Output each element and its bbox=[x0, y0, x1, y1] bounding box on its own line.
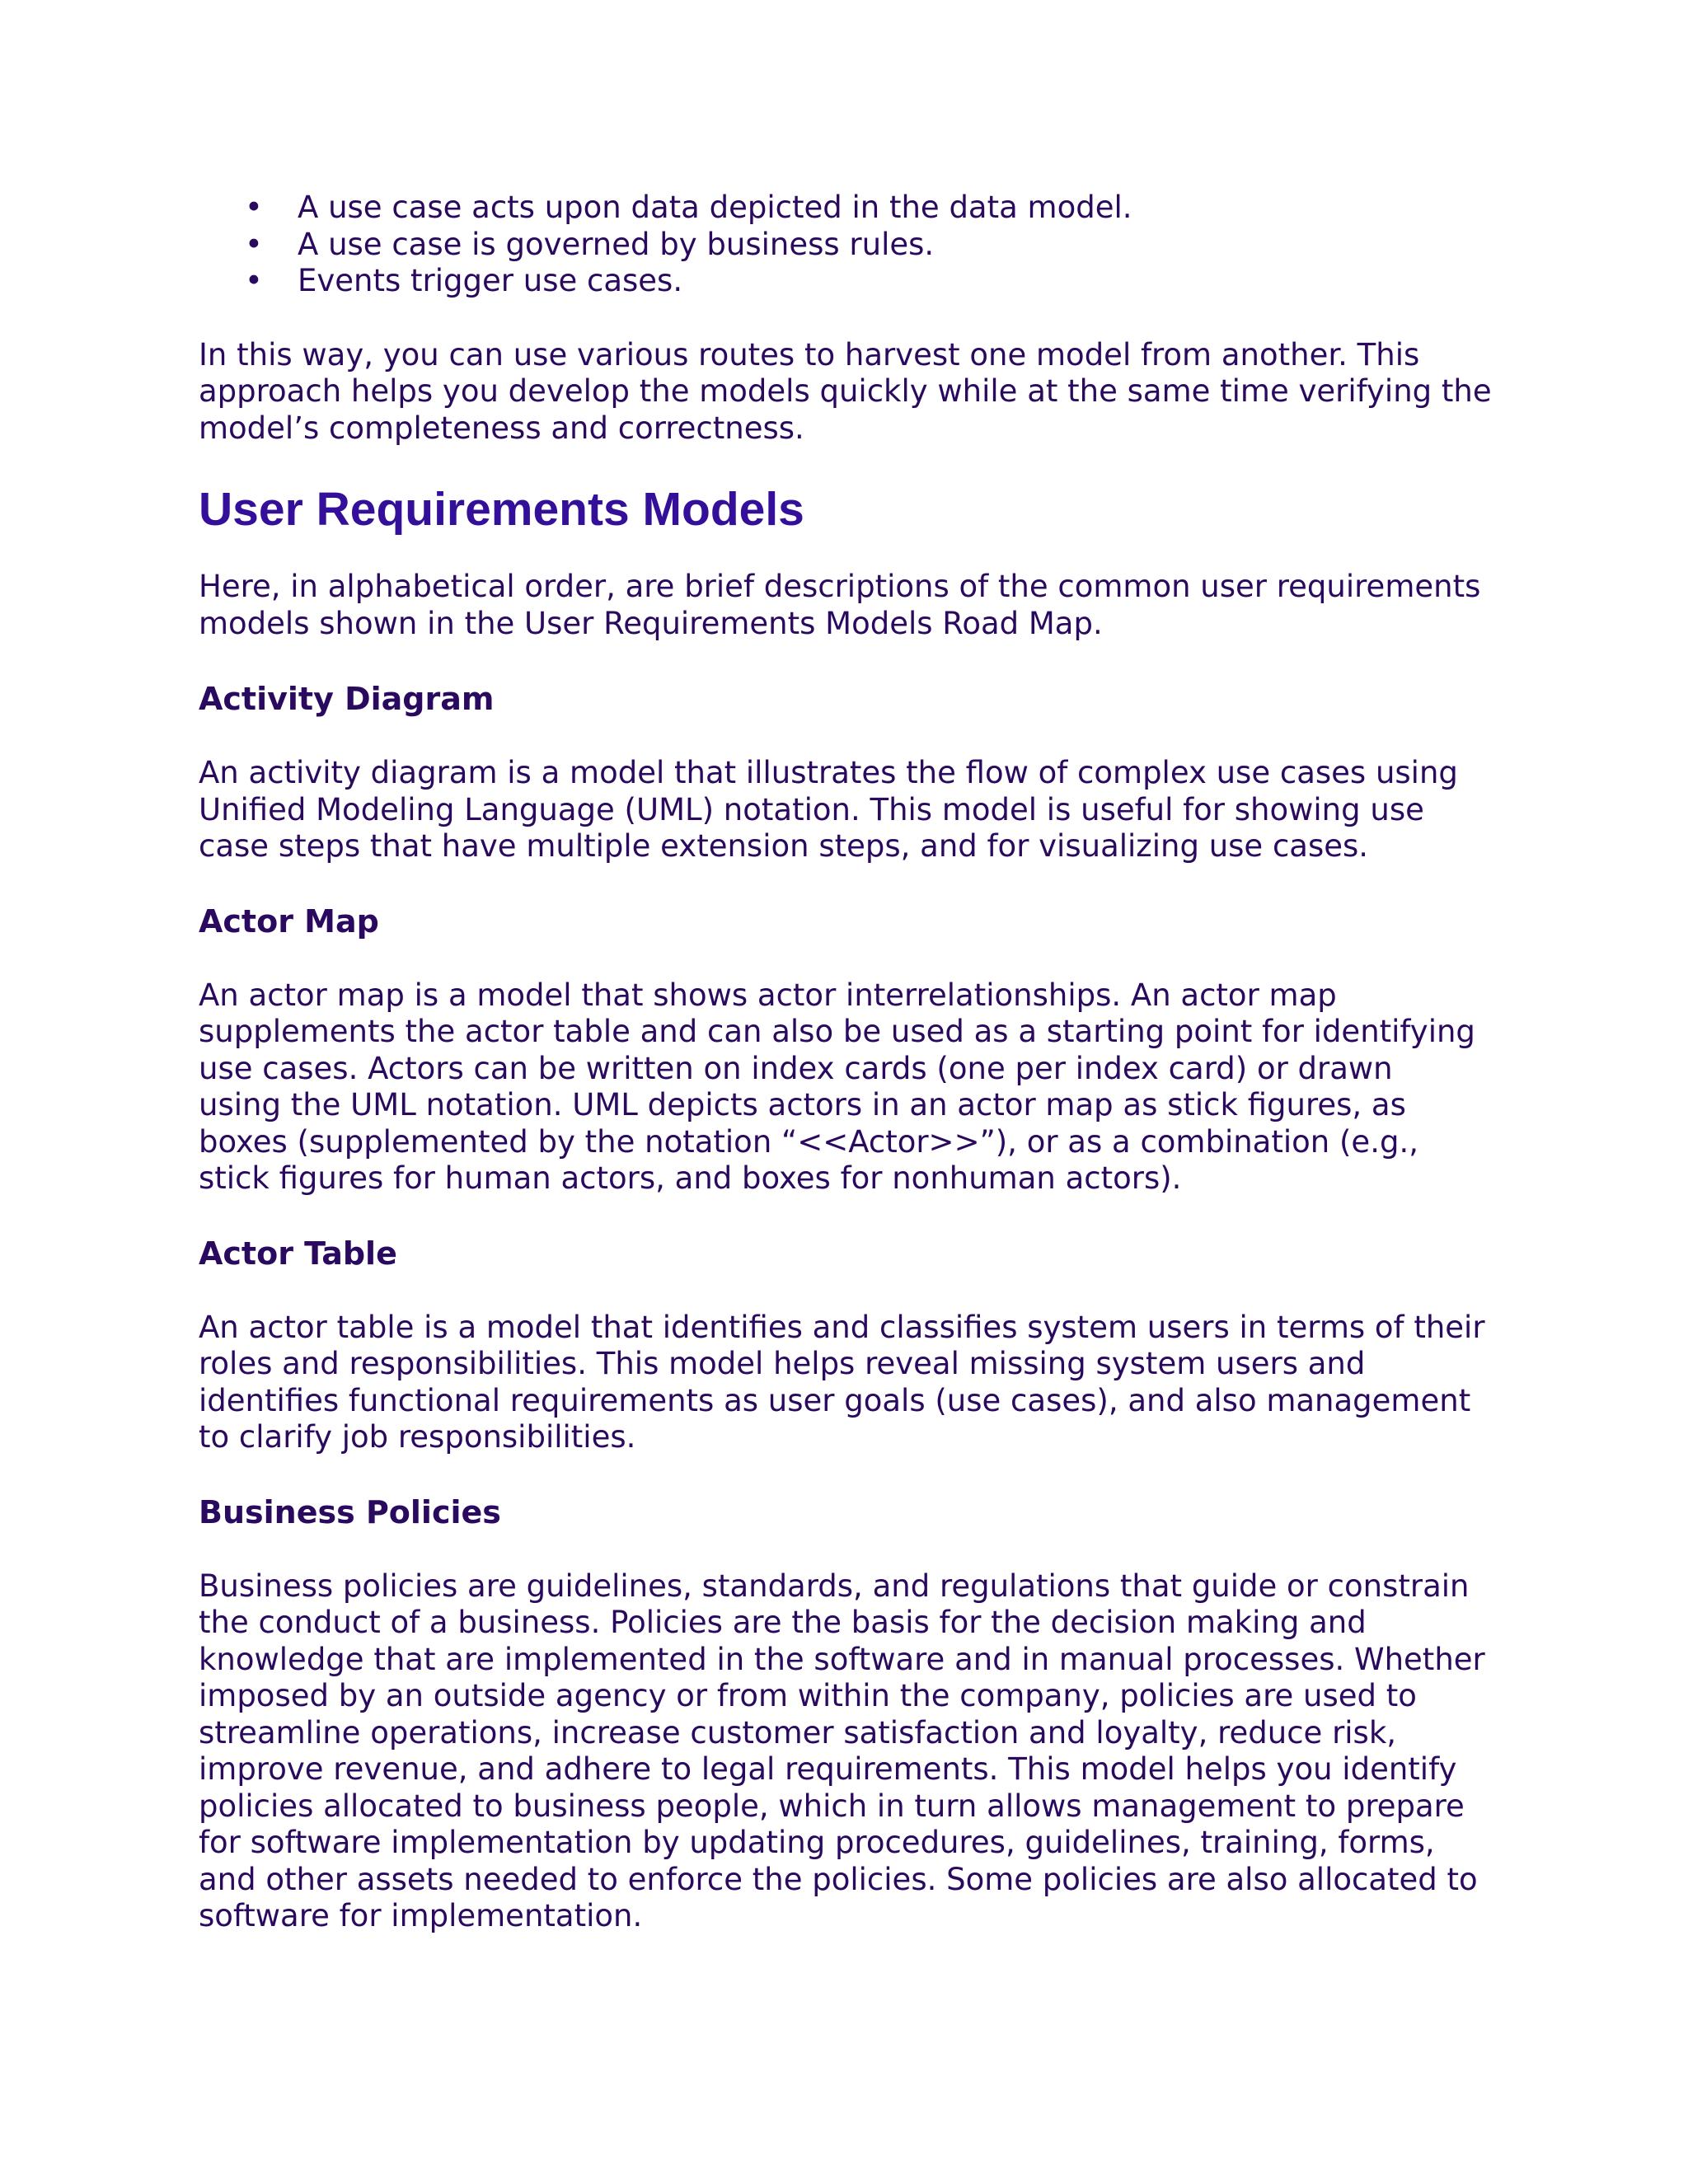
intro-paragraph bbox=[199, 337, 1517, 448]
main-heading: User Requirements Models bbox=[199, 483, 804, 536]
bullet-list bbox=[199, 190, 1517, 300]
text-line: roles and responsibilities. This model helps reveal missing system users and bbox=[199, 1346, 1366, 1381]
text-line: using the UML notation. UML depicts actors in an actor map as stick figures, as bbox=[199, 1087, 1406, 1122]
text-line: An actor map is a model that shows actor interrelationships. An actor map bbox=[199, 977, 1337, 1013]
text-line: model’s completeness and correctness. bbox=[199, 410, 804, 446]
text-line: models shown in the User Requirements Models Road Map. bbox=[199, 605, 1103, 641]
section-heading-business-policies: Business Policies bbox=[199, 1493, 501, 1530]
lead-paragraph bbox=[199, 569, 1517, 642]
text-line: Business policies are guidelines, standards, and regulations that guide or constrain bbox=[199, 1568, 1470, 1604]
text-line: to clarify job responsibilities. bbox=[199, 1419, 636, 1455]
text-line: Here, in alphabetical order, are brief descriptions of the common user requirements bbox=[199, 569, 1481, 604]
text-line: use cases. Actors can be written on index cards (one per index card) or drawn bbox=[199, 1050, 1393, 1086]
text-line: Unified Modeling Language (UML) notation. This model is useful for showing use bbox=[199, 791, 1424, 827]
text-line: knowledge that are implemented in the software and in manual processes. Whether bbox=[199, 1641, 1485, 1677]
text-line: streamline operations, increase customer satisfaction and loyalty, reduce risk, bbox=[199, 1714, 1397, 1750]
text-line: supplements the actor table and can also be used as a starting point for identifying bbox=[199, 1014, 1475, 1049]
text-line: policies allocated to business people, which in turn allows management to prepare bbox=[199, 1788, 1465, 1824]
text-line: boxes (supplemented by the notation “<<Actor>>”), or as a combination (e.g., bbox=[199, 1123, 1418, 1160]
text-line: for software implementation by updating procedures, guidelines, training, forms, bbox=[199, 1825, 1435, 1860]
text-line: imposed by an outside agency or from within the company, policies are used to bbox=[199, 1678, 1417, 1713]
section-body-actor-map bbox=[199, 977, 1517, 1197]
section-body-actor-table bbox=[199, 1310, 1517, 1456]
bullet-item: • Events trigger use cases. bbox=[199, 263, 1517, 300]
bullet-item: • A use case is governed by business rules. bbox=[199, 227, 1517, 264]
section-heading-actor-map: Actor Map bbox=[199, 902, 379, 940]
document-page bbox=[199, 190, 1517, 1971]
text-line: and other assets needed to enforce the policies. Some policies are also allocated to bbox=[199, 1861, 1478, 1897]
bullet-item: • A use case acts upon data depicted in the data model. bbox=[199, 190, 1517, 227]
section-body-business-policies bbox=[199, 1568, 1517, 1935]
text-line: identifies functional requirements as user goals (use cases), and also management bbox=[199, 1382, 1471, 1418]
text-line: improve revenue, and adhere to legal requirements. This model helps you identify bbox=[199, 1751, 1457, 1787]
text-line: An actor table is a model that identifies and classifies system users in terms of their bbox=[199, 1309, 1485, 1345]
text-line: In this way, you can use various routes to harvest one model from another. This bbox=[199, 336, 1420, 373]
text-line: An activity diagram is a model that illustrates the flow of complex use cases using bbox=[199, 755, 1458, 790]
section-heading-actor-table: Actor Table bbox=[199, 1235, 397, 1272]
section-body-activity-diagram bbox=[199, 755, 1517, 865]
text-line: stick figures for human actors, and boxes for nonhuman actors). bbox=[199, 1160, 1182, 1196]
text-line: software for implementation. bbox=[199, 1898, 643, 1933]
text-line: the conduct of a business. Policies are the basis for the decision making and bbox=[199, 1605, 1367, 1640]
text-line: approach helps you develop the models quickly while at the same time verifying the bbox=[199, 373, 1492, 409]
section-heading-activity-diagram: Activity Diagram bbox=[199, 681, 495, 717]
text-line: case steps that have multiple extension steps, and for visualizing use cases. bbox=[199, 828, 1369, 864]
